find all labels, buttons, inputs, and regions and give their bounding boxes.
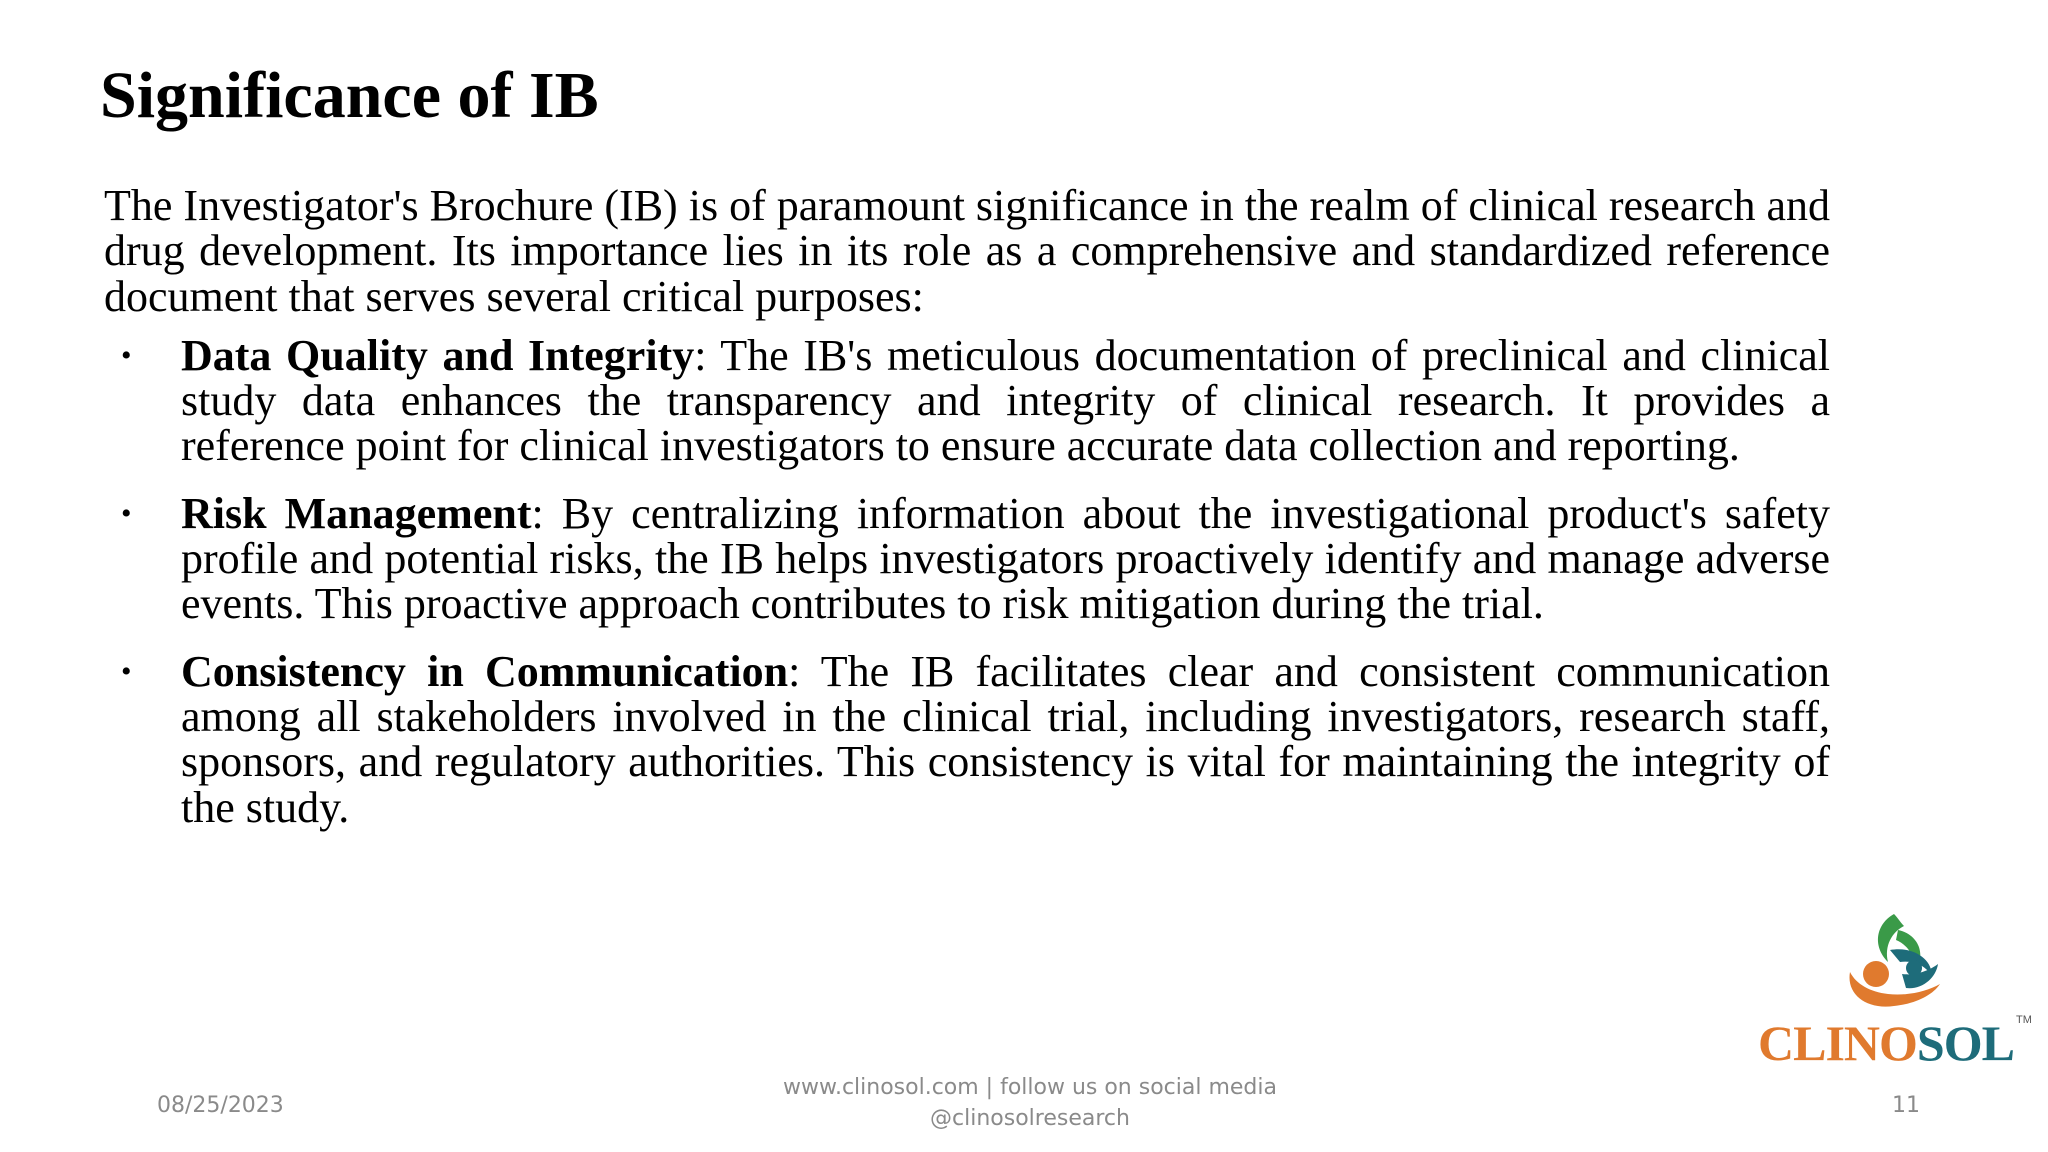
footer-date: 08/25/2023 — [157, 1093, 284, 1118]
footer-website-line: www.clinosol.com | follow us on social media — [782, 1075, 1277, 1100]
bullet-marker: • — [121, 338, 132, 372]
logo-wordmark-part1: CLINO — [1758, 1015, 1917, 1071]
logo-wordmark — [1758, 1015, 2014, 1071]
bullet-marker: • — [121, 654, 132, 688]
bullet-marker: • — [121, 496, 132, 530]
slide-title: Significance of IB — [100, 59, 599, 132]
bullet-item-consistency — [104, 646, 1830, 832]
logo-emblem-icon — [1836, 910, 1956, 1020]
bullet-text: : The IB's meticulous documentation of preclinical and clinical study data enhances the transparency and integrity of clinical research. It provides a reference point for clinical investigators to ensure accurate data collection and reporting. — [181, 330, 1830, 471]
slide-body — [104, 183, 1830, 852]
bullet-text: : The IB facilitates clear and consistent communication among all stakeholders involved in the clinical trial, including investigators, research staff, sponsors, and regulatory authorities. This consistency is vital for maintaining the integrity of the study. — [181, 646, 1830, 832]
logo-trademark: TM — [2016, 1014, 2032, 1026]
footer-website — [700, 1072, 1360, 1134]
bullet-list — [104, 330, 1830, 832]
clinosol-logo — [1758, 910, 2036, 1082]
page-number: 11 — [1892, 1093, 1920, 1118]
bullet-text: : By centralizing information about the investigational product's safety profile and potential risks, the IB helps investigators proactively identify and manage adverse events. This proactive approach contributes to risk mitigation during the trial. — [181, 488, 1830, 629]
bullet-term: Data Quality and Integrity — [181, 330, 695, 380]
bullet-term: Consistency in Communication — [181, 646, 789, 696]
footer-handle-line: @clinosolresearch — [930, 1106, 1130, 1131]
intro-paragraph: The Investigator's Brochure (IB) is of paramount significance in the realm of clinical research and drug development. Its importance lies in its role as a comprehensive and standardized reference document that serves several critical purposes: — [104, 181, 1830, 321]
bullet-term: Risk Management — [181, 488, 532, 538]
logo-wordmark-part2: SOL — [1916, 1015, 2014, 1071]
bullet-item-data-quality — [104, 330, 1830, 471]
bullet-item-risk-management — [104, 488, 1830, 629]
